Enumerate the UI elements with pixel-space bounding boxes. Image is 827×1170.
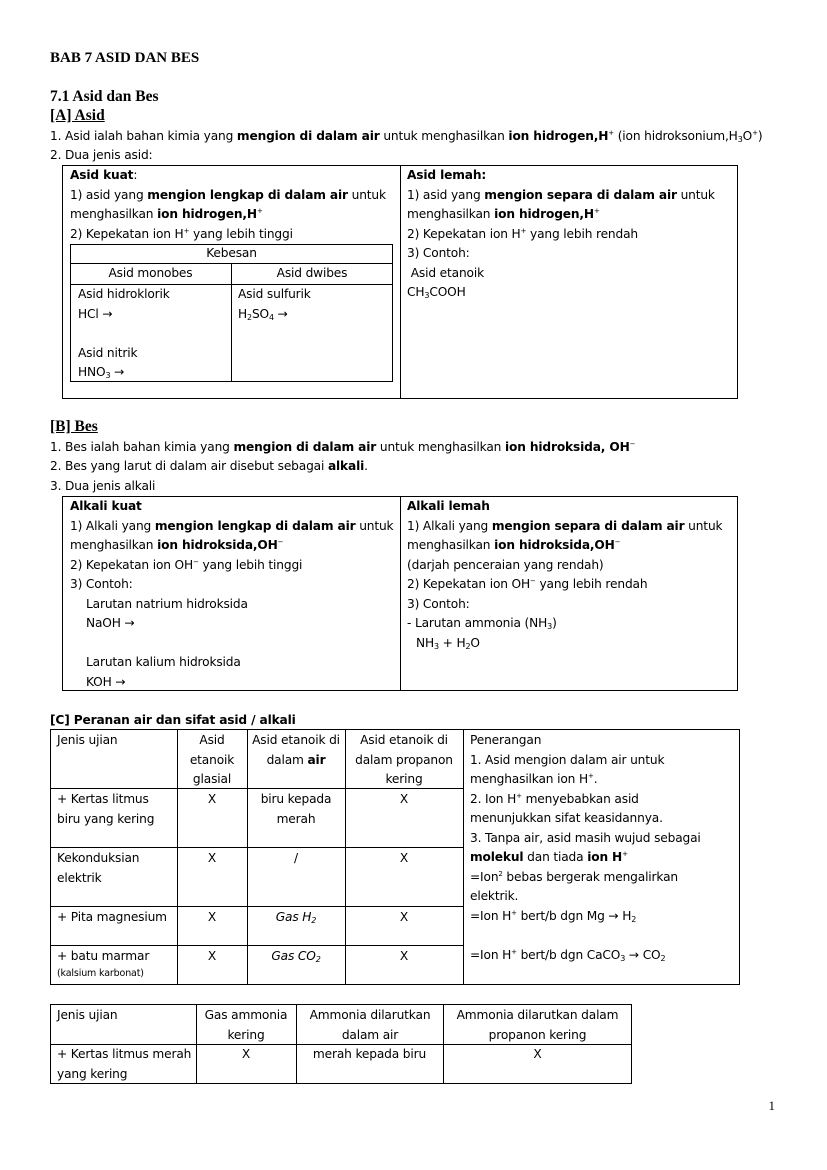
col-header-test: Jenis ujian: [57, 733, 118, 747]
divider: [463, 729, 464, 985]
basicity-header: Kebesan: [206, 246, 257, 260]
col-header-propanone: Ammonia dilarutkan dalam propanon kering: [456, 1008, 619, 1042]
divider: [400, 165, 401, 399]
acid-definition: 1. Asid ialah bahan kimia yang mengion di dalam air untuk menghasilkan ion hidrogen,H+ (ion $hidroksonium,H_3O^+$): [50, 129, 763, 144]
page-number: 1: [768, 1098, 775, 1113]
cell-glacial: X: [207, 792, 217, 806]
col-header-water: Ammonia dilarutkan dalam air: [309, 1008, 431, 1042]
base-definition: 1. Bes ialah bahan kimia yang mengion di dalam air untuk menghasilkan ion hidroksida, OH−: [50, 440, 636, 454]
strong-acid-cell: Asid kuat: 1) asid yang mengion lengkap di dalam air untuk menghasilkan ion hidrogen,H+ 2) Kepekatan ion H+ yang lebih tinggi: [70, 168, 386, 241]
col-header-dry-gas: Gas ammonia kering: [204, 1008, 288, 1042]
table-row: + Pita magnesium: [57, 910, 167, 924]
alkali-types-intro: 3. Dua jenis alkali: [50, 479, 156, 493]
chapter-title: BAB 7 ASID DAN BES: [50, 50, 200, 66]
section-a-heading: [A] Asid: [50, 107, 105, 124]
section-title: 7.1 Asid dan Bes: [50, 88, 159, 105]
cell-propanone: X: [399, 851, 409, 865]
col-header-test: Jenis ujian: [57, 1008, 118, 1022]
table-row: + Kertas litmus merah yang kering: [57, 1047, 192, 1081]
section-c-heading: [C] Peranan air dan sifat asid / alkali: [50, 713, 296, 727]
cell-water: Gas $H_2$: [275, 910, 317, 925]
cell-propanone: X: [399, 792, 409, 806]
cell-water: Gas $CO_2$: [271, 949, 321, 964]
cell-water: biru kepada merah: [260, 792, 332, 826]
dibasic-examples: Asid sulfurik $H_2SO_4$ →: [238, 287, 311, 322]
strong-alkali-cell: Alkali kuat 1) Alkali yang mengion lengkap di dalam air untuk menghasilkan ion hidroksida,OH− 2) Kepekatan ion OH− yang lebih tinggi 3) Contoh: Larutan natrium hidroksida NaOH → Larutan kalium hidroksida KOH →: [70, 499, 394, 689]
cell-water: /: [294, 851, 298, 865]
table-row: Kekonduksian elektrik: [57, 851, 140, 885]
col-header-water: Asid etanoik di dalam air: [252, 733, 340, 767]
cell-propanone: X: [533, 1047, 542, 1061]
cell-glacial: X: [207, 851, 217, 865]
divider: [50, 847, 464, 848]
table-row: + batu marmar (kalsium karbonat): [57, 949, 150, 979]
table-row: + Kertas litmus biru yang kering: [57, 792, 155, 826]
monobasic-header: Asid monobes: [108, 266, 193, 280]
dibasic-header: Asid dwibes: [276, 266, 348, 280]
divider: [50, 906, 464, 907]
acid-types-intro: 2. Dua jenis asid:: [50, 148, 153, 162]
cell-glacial: X: [207, 910, 217, 924]
alkali-definition: 2. Bes yang larut di dalam air disebut sebagai alkali.: [50, 459, 368, 473]
explanation-cell: Penerangan 1. Asid mengion dalam air untuk menghasilkan ion H+. 2. Ion H+ menyebabkan asid menunjukkan sifat keasidannya. 3. Tanpa air, asid masih wujud sebagai molekul dan tiada ion H+ =Ion$^2$ bebas bergerak mengalirkan elektrik. =Ion H+ bert/b dgn $Mg \to H_2$ =Ion H+ bert/b dgn CaCO$_3$ → $CO_2$: [470, 733, 701, 963]
col-header-propanone: Asid etanoik di dalam propanon kering: [355, 733, 453, 786]
section-b-heading: [B] Bes: [50, 418, 98, 435]
weak-acid-cell: Asid lemah: 1) asid yang mengion separa di dalam air untuk menghasilkan ion hidrogen,H+ 2) Kepekatan ion H+ yang lebih rendah 3) Contoh: Asid etanoik $CH_3COOH$: [407, 168, 715, 300]
cell-glacial: X: [207, 949, 217, 963]
cell-propanone: X: [399, 949, 409, 963]
weak-alkali-cell: Alkali lemah 1) Alkali yang mengion separa di dalam air untuk menghasilkan ion hidroksida,OH− (darjah penceraian yang rendah) 2) Kepekatan ion OH− yang lebih rendah 3) Contoh: - Larutan ammonia $(NH_3)$ $NH_3 + H_2O$: [407, 499, 723, 651]
divider: [400, 496, 401, 691]
monobasic-examples: Asid hidroklorik HCl → Asid nitrik $HNO_3$ →: [78, 287, 170, 380]
divider: [50, 945, 464, 946]
col-header-glacial: Asid etanoik glasial: [189, 733, 235, 786]
cell-water: merah kepada biru: [312, 1047, 427, 1061]
cell-dry-gas: X: [241, 1047, 251, 1061]
cell-propanone: X: [399, 910, 409, 924]
